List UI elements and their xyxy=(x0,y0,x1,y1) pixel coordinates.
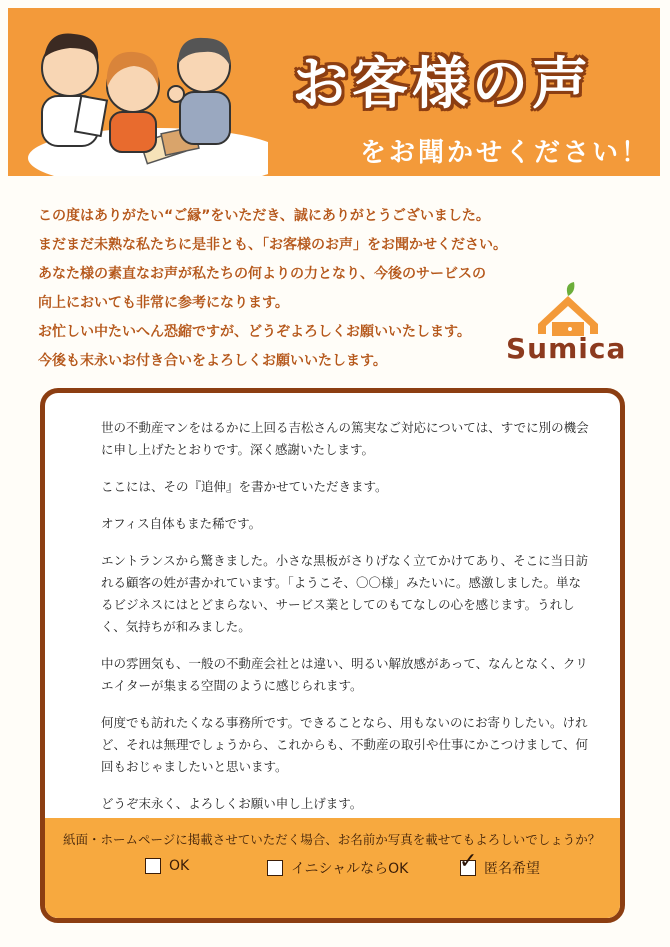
page-title: お客様の声 xyxy=(292,52,592,117)
intro-line: この度はありがたい“ご縁”をいただき、誠にありがとうございました。 xyxy=(38,208,490,224)
intro-line: あなた様の素直なお声が私たちの何よりの力となり、今後のサービスの xyxy=(38,266,486,282)
option-ok[interactable] xyxy=(145,858,189,874)
checkmark-icon: ✓ xyxy=(459,849,478,874)
option-initials-ok[interactable] xyxy=(267,858,408,878)
letter-paragraph: エントランスから驚きました。小さな黒板がさりげなく立てかけてあり、そこに当日訪れる顧客の姓が書かれています。「ようこそ、〇〇様」みたいに。感激しました。単なるビジネスにはとどまらない、サービス業としてのもてなしの心を感じます。うれしく、気持ちが和みました。 xyxy=(101,553,589,634)
checkbox-anonymous[interactable] xyxy=(459,849,478,876)
logo-wordmark: Sumica xyxy=(506,332,627,365)
intro-message xyxy=(38,202,518,376)
intro-line: まだまだ未熟な私たちに是非とも、「お客様のお声」をお聞かせください。 xyxy=(38,237,507,253)
option-ok-label: OK xyxy=(169,858,190,874)
testimonial-card xyxy=(40,388,625,923)
page-subtitle: をお聞かせください！ xyxy=(360,138,651,168)
letter-paragraph: 何度でも訪れたくなる事務所です。できることなら、用もないのにお寄りしたい。けれど、それは無理でしょうから、これからも、不動産の取引や仕事にかこつけまして、何回もおじゃましたいと思います。 xyxy=(101,715,589,774)
checkbox-initials-ok[interactable] xyxy=(267,860,283,876)
publication-consent-section xyxy=(45,818,620,918)
staff-illustration xyxy=(8,8,268,176)
letter-paragraph: どうぞ末永く、よろしくお願い申し上げます。 xyxy=(101,796,363,811)
testimonial-letter xyxy=(101,417,591,830)
checkbox-ok[interactable] xyxy=(145,858,161,874)
consent-question: 紙面・ホームページに掲載させていただく場合、お名前か写真を載せてもよろしいでしょうか？ xyxy=(63,832,601,847)
letter-paragraph: ここには、その『追伸』を書かせていただきます。 xyxy=(101,479,388,494)
option-initials-ok-label: イニシャルならOK xyxy=(291,861,409,877)
intro-line: お忙しい中たいへん恐縮ですが、どうぞよろしくお願いいたします。 xyxy=(38,324,471,340)
intro-line: 向上においても非常に参考になります。 xyxy=(38,295,289,311)
letter-paragraph: 世の不動産マンをはるかに上回る吉松さんの篤実なご対応については、すでに別の機会に申し上げたとおりです。深く感謝いたします。 xyxy=(101,420,589,457)
letter-paragraph: オフィス自体もまた稀です。 xyxy=(101,516,262,531)
letter-paragraph: 中の雰囲気も、一般の不動産会社とは違い、明るい解放感があって、なんとなく、クリエイターが集まる空間のように感じられます。 xyxy=(101,656,588,693)
option-anonymous[interactable] xyxy=(459,849,540,878)
intro-line: 今後も末永いお付き合いをよろしくお願いいたします。 xyxy=(38,353,387,369)
option-anonymous-label: 匿名希望 xyxy=(484,861,540,877)
